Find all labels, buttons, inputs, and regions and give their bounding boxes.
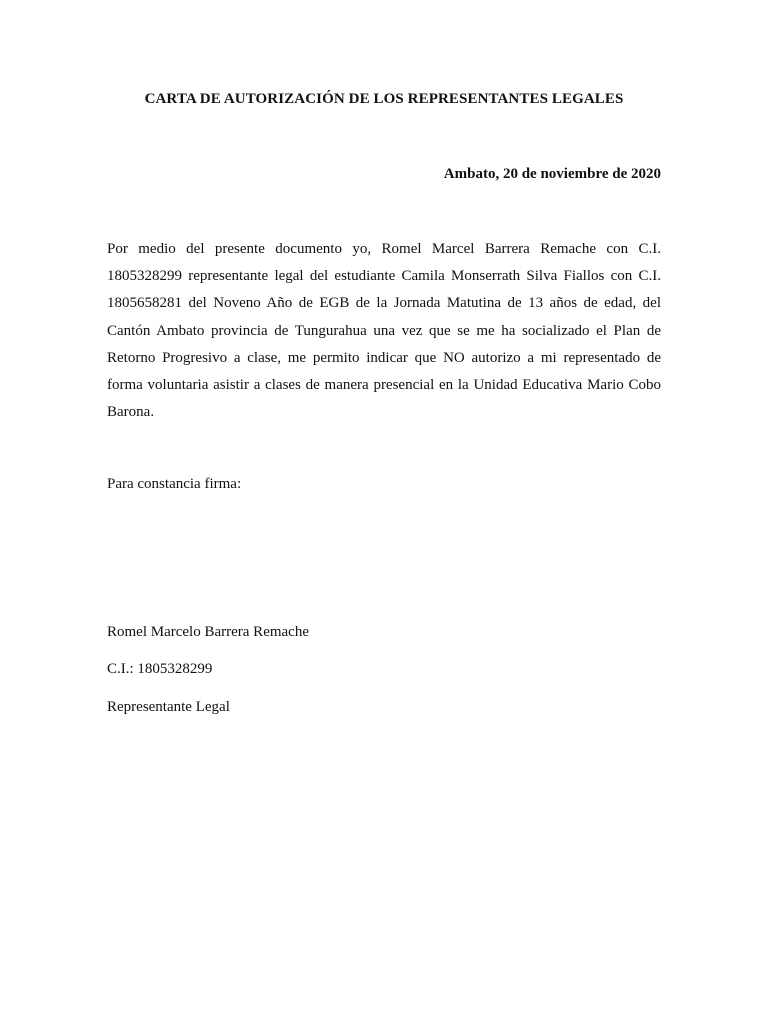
- constancia-line: Para constancia firma:: [107, 476, 242, 492]
- signer-role: Representante Legal: [107, 699, 230, 715]
- signer-name: Romel Marcelo Barrera Remache: [107, 624, 309, 640]
- signer-ci: C.I.: 1805328299: [107, 661, 213, 677]
- body-paragraph: Por medio del presente documento yo, Romel Marcel Barrera Remache con C.I. 1805328299 representante legal del estudiante Camila Monserrath Silva Fiallos con C.I. 1805658281 del Noveno Año de EGB de la Jornada Matutina de 13 años de edad, del Cantón Ambato provincia de Tungurahua una vez que se me ha socializado el Plan de Retorno Progresivo a clase, me permito indicar que NO autorizo a mi representado de forma voluntaria asistir a clases de manera presencial en la Unidad Educativa Mario Cobo Barona.: [107, 241, 661, 421]
- document-title: CARTA DE AUTORIZACIÓN DE LOS REPRESENTANTES LEGALES: [144, 91, 624, 107]
- date-line: Ambato, 20 de noviembre de 2020: [443, 166, 661, 182]
